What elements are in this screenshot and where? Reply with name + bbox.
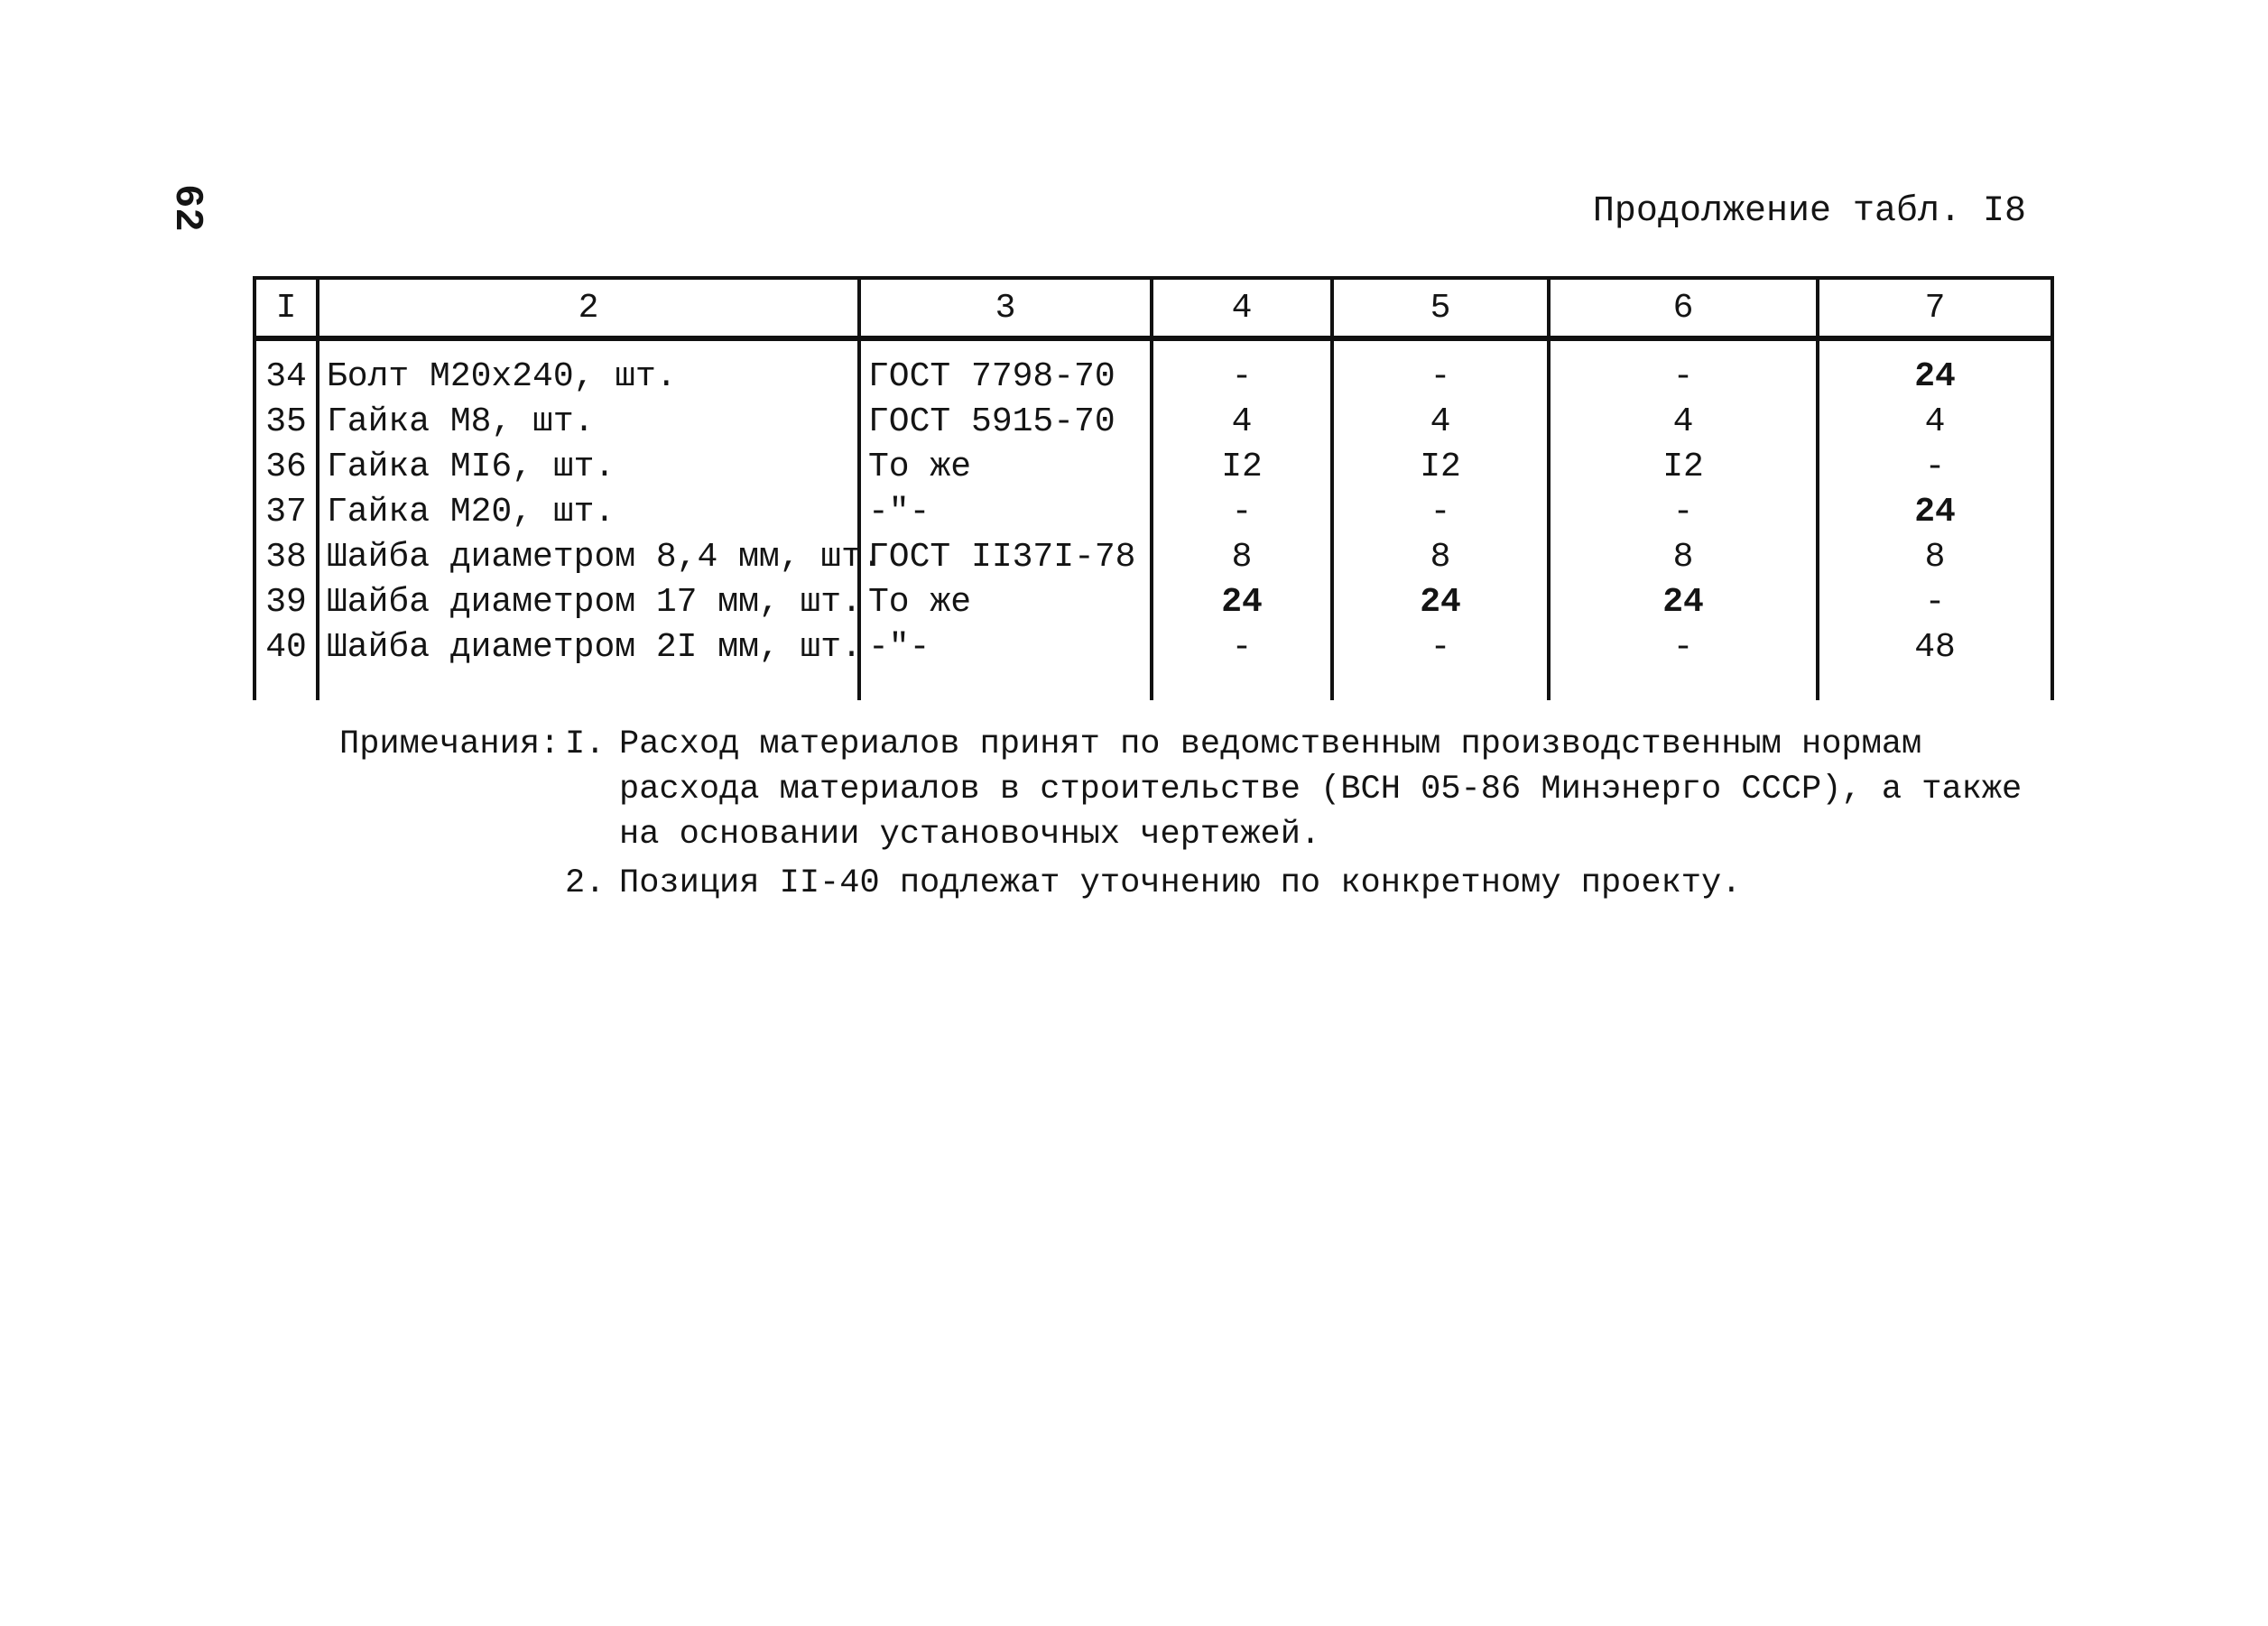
table-header-row xyxy=(255,278,2052,338)
quantity-col4: 4 xyxy=(1152,399,1332,444)
item-name: Шайба диаметром 8,4 мм, шт. xyxy=(318,534,859,579)
table-row xyxy=(255,534,2052,579)
quantity-col5: 8 xyxy=(1332,534,1549,579)
column-header: 6 xyxy=(1549,278,1818,338)
notes-label: Примечания: xyxy=(339,725,560,763)
table-row xyxy=(255,624,2052,670)
row-number: 37 xyxy=(255,489,318,534)
note-item xyxy=(339,722,2054,857)
item-name: Шайба диаметром 2I мм, шт. xyxy=(318,624,859,670)
quantity-col7: 4 xyxy=(1818,399,2052,444)
item-standard: То же xyxy=(859,444,1152,489)
table-tail-row xyxy=(255,670,2052,700)
quantity-col4: - xyxy=(1152,624,1332,670)
quantity-col4: 24 xyxy=(1152,579,1332,624)
table-row xyxy=(255,489,2052,534)
row-number: 38 xyxy=(255,534,318,579)
item-name: Шайба диаметром 17 мм, шт. xyxy=(318,579,859,624)
quantity-col6: - xyxy=(1549,354,1818,399)
item-standard: ГОСТ II37I-78 xyxy=(859,534,1152,579)
column-header: 2 xyxy=(318,278,859,338)
quantity-col6: - xyxy=(1549,624,1818,670)
column-header: I xyxy=(255,278,318,338)
row-number: 34 xyxy=(255,354,318,399)
quantity-col6: 4 xyxy=(1549,399,1818,444)
column-header: 4 xyxy=(1152,278,1332,338)
note-index: 2. xyxy=(565,864,606,902)
table-row xyxy=(255,399,2052,444)
quantity-col5: I2 xyxy=(1332,444,1549,489)
item-name: Гайка М8, шт. xyxy=(318,399,859,444)
item-name: Гайка М20, шт. xyxy=(318,489,859,534)
row-number: 36 xyxy=(255,444,318,489)
column-header: 3 xyxy=(859,278,1152,338)
quantity-col4: 8 xyxy=(1152,534,1332,579)
page-number: 62 xyxy=(164,184,209,232)
quantity-col7: - xyxy=(1818,444,2052,489)
quantity-col6: 24 xyxy=(1549,579,1818,624)
table-continuation-label: Продолжение табл. I8 xyxy=(1592,191,2026,232)
quantity-col7: 8 xyxy=(1818,534,2052,579)
quantity-col5: - xyxy=(1332,354,1549,399)
quantity-col4: I2 xyxy=(1152,444,1332,489)
item-name: Болт М20х240, шт. xyxy=(318,354,859,399)
note-text: Позиция II-40 подлежат уточнению по конкретному проекту. xyxy=(619,864,1742,902)
column-header: 7 xyxy=(1818,278,2052,338)
item-standard: То же xyxy=(859,579,1152,624)
quantity-col4: - xyxy=(1152,354,1332,399)
specification-table xyxy=(253,276,2054,700)
column-header: 5 xyxy=(1332,278,1549,338)
quantity-col7: 24 xyxy=(1818,489,2052,534)
table-row xyxy=(255,354,2052,399)
quantity-col4: - xyxy=(1152,489,1332,534)
note-text: Расход материалов принят по ведомственным производственным нормам расхода материалов в строительстве (ВСН 05-86 Минэнерго СССР), а также на основании установочных чертежей. xyxy=(619,725,2023,854)
note-item xyxy=(339,861,2054,906)
quantity-col7: 48 xyxy=(1818,624,2052,670)
quantity-col5: 4 xyxy=(1332,399,1549,444)
specification-table-wrapper xyxy=(253,276,2050,700)
note-index: I. xyxy=(565,725,606,763)
item-standard: ГОСТ 7798-70 xyxy=(859,354,1152,399)
notes-block xyxy=(339,722,2054,906)
row-number: 40 xyxy=(255,624,318,670)
quantity-col6: I2 xyxy=(1549,444,1818,489)
quantity-col5: 24 xyxy=(1332,579,1549,624)
quantity-col5: - xyxy=(1332,624,1549,670)
quantity-col5: - xyxy=(1332,489,1549,534)
table-row xyxy=(255,579,2052,624)
row-number: 35 xyxy=(255,399,318,444)
table-row xyxy=(255,444,2052,489)
item-standard: ГОСТ 5915-70 xyxy=(859,399,1152,444)
item-name: Гайка МI6, шт. xyxy=(318,444,859,489)
row-number: 39 xyxy=(255,579,318,624)
table-spacer-row xyxy=(255,338,2052,354)
quantity-col6: 8 xyxy=(1549,534,1818,579)
quantity-col6: - xyxy=(1549,489,1818,534)
item-standard: -"- xyxy=(859,624,1152,670)
item-standard: -"- xyxy=(859,489,1152,534)
quantity-col7: 24 xyxy=(1818,354,2052,399)
quantity-col7: - xyxy=(1818,579,2052,624)
